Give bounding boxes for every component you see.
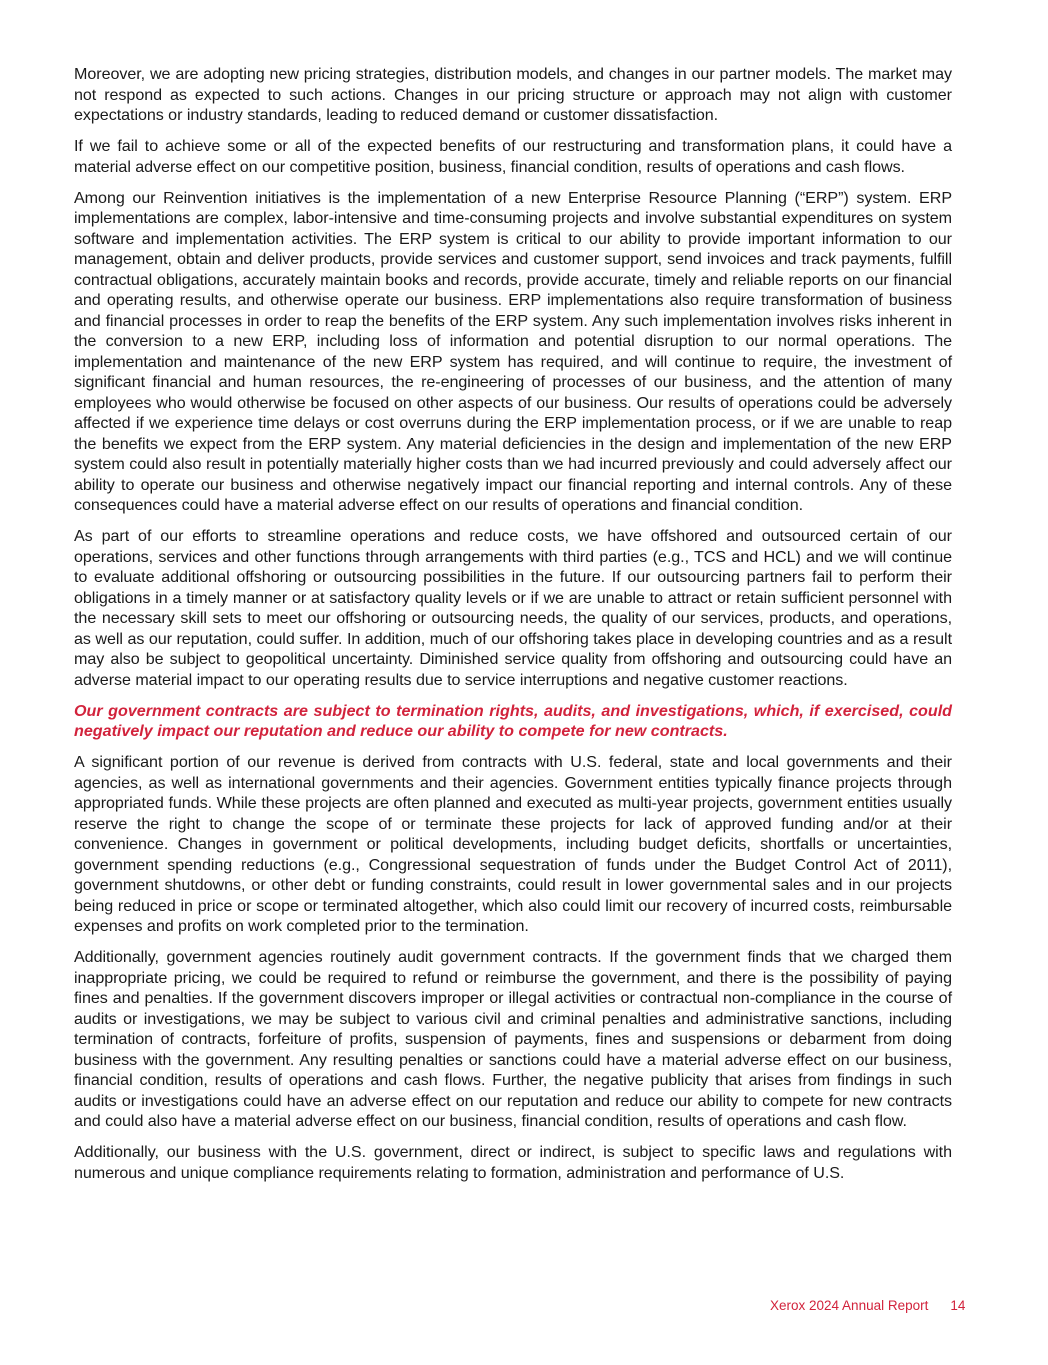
document-body xyxy=(74,64,952,1194)
paragraph-government-compliance: Additionally, our business with the U.S. government, direct or indirect, is subject to specific laws and regulations with numerous and unique compliance requirements relating to formation, administration and performance of U.S. xyxy=(74,1143,952,1182)
page-number: 14 xyxy=(950,1298,966,1313)
paragraph-pricing-strategies: Moreover, we are adopting new pricing strategies, distribution models, and changes in our partner models. The market may not respond as expected to such actions. Changes in our pricing structure or approach may not align with customer expectations or industry standards, leading to reduced demand or customer dissatisfaction. xyxy=(74,65,952,124)
paragraph-offshoring-outsourcing: As part of our efforts to streamline operations and reduce costs, we have offshored and outsourced certain of our operations, services and other functions through arrangements with third parties (e.g., TCS and HCL) and we will continue to evaluate additional offshoring or outsourcing possibilities in the future. If our outsourcing partners fail to perform their obligations in a timely manner or at satisfactory quality levels or if we are unable to attract or retain sufficient personnel with the necessary skill sets to meet our offshoring or outsourcing needs, the quality of our services, products, and operations, as well as our reputation, could suffer. In addition, much of our offshoring takes place in developing countries and as a result may also be subject to geopolitical uncertainty. Diminished service quality from offshoring and outsourcing could have an adverse material impact to our operating results due to service interruptions and negative customer reactions. xyxy=(74,527,952,689)
page-footer xyxy=(770,1298,965,1313)
paragraph-erp-implementation: Among our Reinvention initiatives is the implementation of a new Enterprise Resource Planning (“ERP”) system. ERP implementations are complex, labor-intensive and time-consuming projects and involve substantial expenditures on system software and implementation activities. The ERP system is critical to our ability to provide important information to our management, obtain and deliver products, provide services and customer support, send invoices and track payments, fulfill contractual obligations, accurately maintain books and records, provide accurate, timely and reliable reports on our financial and operating results, and otherwise operate our business. ERP implementations also require transformation of business and financial processes in order to reap the benefits of the ERP system. Any such implementation involves risks inherent in the conversion to a new ERP, including loss of information and potential disruption to our normal operations. The implementation and maintenance of the new ERP system has required, and will continue to require, the investment of significant financial and human resources, the re-engineering of processes of our business, and the attention of many employees who would otherwise be focused on other aspects of our business. Our results of operations could be adversely affected if we experience time delays or cost overruns during the ERP implementation process, or if we are unable to reap the benefits we expect from the ERP system. Any material deficiencies in the design and implementation of the new ERP system could also result in potentially materially higher costs than we had incurred previously and could adversely affect our ability to operate our business and otherwise negatively impact our financial reporting and internal controls. Any of these consequences could have a material adverse effect on our results of operations and financial condition. xyxy=(74,188,952,514)
risk-heading-government-contracts: Our government contracts are subject to termination rights, audits, and investigations, which, if exercised, could negatively impact our reputation and reduce our ability to compete for new contracts. xyxy=(74,701,952,740)
paragraph-government-audits: Additionally, government agencies routinely audit government contracts. If the government finds that we charged them inappropriate pricing, we could be required to refund or reimburse the government, and there is the possibility of paying fines and penalties. If the government discovers improper or illegal activities or contractual non-compliance in the course of audits or investigations, we may be subject to various civil and criminal penalties and administrative sanctions, including termination of contracts, forfeiture of profits, suspension of payments, fines and suspensions or debarment from doing business with the government. Any resulting penalties or sanctions could have a material adverse effect on our business, financial condition, results of operations and cash flows. Further, the negative publicity that arises from findings in such audits or investigations could have an adverse effect on our reputation and reduce our ability to compete for new contracts and could also have a material adverse effect on our business, financial condition, results of operations and cash flow. xyxy=(74,948,952,1130)
footer-report-title: Xerox 2024 Annual Report xyxy=(770,1298,929,1313)
paragraph-restructuring-benefits: If we fail to achieve some or all of the expected benefits of our restructuring and transformation plans, it could have a material adverse effect on our competitive position, business, financial condition, results of operations and cash flows. xyxy=(74,137,952,176)
paragraph-government-revenue: A significant portion of our revenue is derived from contracts with U.S. federal, state and local governments and their agencies, as well as international governments and their agencies. Government entities typically finance projects through appropriated funds. While these projects are often planned and executed as multi-year projects, government entities usually reserve the right to change the scope of or terminate these projects for lack of approved funding and/or at their convenience. Changes in government or political developments, including budget deficits, shortfalls or uncertainties, government spending reductions (e.g., Congressional sequestration of funds under the Budget Control Act of 2011), government shutdowns, or other debt or funding constraints, could result in lower governmental sales and in our projects being reduced in price or scope or terminated altogether, which also could limit our recovery of incurred costs, reimbursable expenses and profits on work completed prior to the termination. xyxy=(74,753,952,935)
